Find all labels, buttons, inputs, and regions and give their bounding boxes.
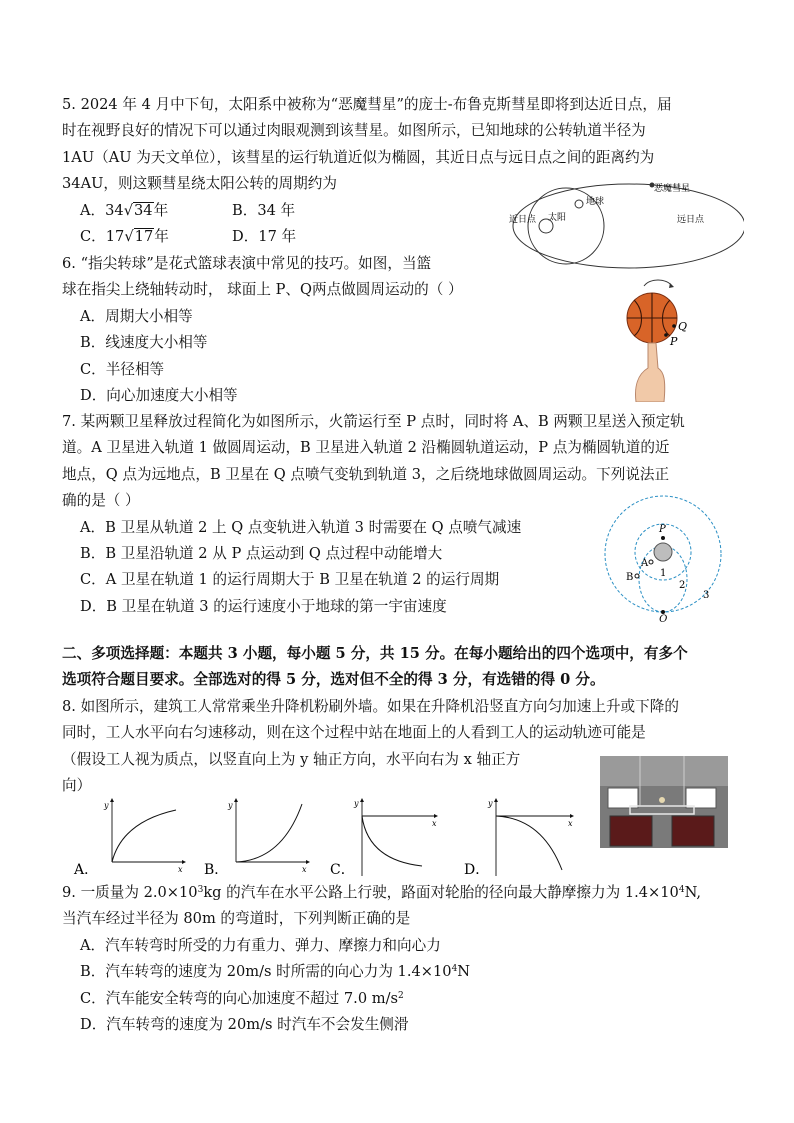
label-comet: 恶魔彗星 [654, 184, 691, 194]
y-arrow-icon [234, 798, 238, 802]
label-earth: 地球 [586, 197, 605, 207]
section-2-line-2: 选项符合题目要求。全部选对的得 5 分，选对但不全的得 3 分，有选错的得 0 分。 [62, 671, 605, 689]
q6-option-b[interactable]: B．线速度大小相等 [80, 334, 208, 352]
label-sun: 太阳 [548, 213, 567, 223]
q5-c-prefix: C．17 [80, 228, 125, 246]
q5-a-prefix: A．34 [80, 201, 124, 219]
q5-option-d[interactable]: D．17 年 [232, 228, 297, 246]
q7-option-c[interactable]: C．A 卫星在轨道 1 的运行周期大于 B 卫星在轨道 2 的运行周期 [80, 571, 500, 589]
q5-option-c[interactable] [80, 224, 232, 250]
q9-line-1-a: 9. 一质量为 2.0×10 [62, 884, 198, 901]
wall-top [600, 756, 728, 786]
section-2-header [62, 641, 742, 694]
graph-a-label: A． [74, 862, 99, 878]
window-icon [608, 788, 638, 808]
point-p [664, 333, 668, 337]
axis-y-label: y [488, 799, 493, 808]
x-arrow-icon [434, 814, 438, 818]
label-p: P [670, 335, 678, 348]
point-p [661, 536, 665, 540]
graph-b[interactable] [227, 798, 310, 874]
question-9 [62, 880, 752, 1038]
graph-b-label: B． [204, 862, 229, 878]
label-orbit-1: 1 [660, 568, 667, 579]
axis-x-label: x [432, 819, 437, 828]
earth-icon [575, 200, 583, 208]
window-icon [672, 816, 714, 846]
q9-option-b[interactable] [62, 959, 752, 985]
sqrt-sign: √34 [123, 201, 153, 219]
y-arrow-icon [360, 798, 364, 802]
satellite-b [635, 574, 639, 578]
label-orbit-2: 2 [679, 580, 686, 591]
q9-exp-1: 3 [197, 885, 204, 895]
q9-b-a: B．汽车转弯的速度为 20m/s 时所需的向心力为 1.4×10 [80, 963, 452, 981]
q8-line-1: 8. 如图所示，建筑工人常常乘坐升降机粉刷外墙。如果在升降机沿竖直方向匀加速上升或下降的 [62, 698, 679, 715]
label-a: A [641, 558, 649, 569]
q9-option-a[interactable]: A．汽车转弯时所受的力有重力、弹力、摩擦力和向心力 [80, 936, 441, 954]
label-q: Q [678, 320, 688, 333]
axis-x-label: x [568, 819, 573, 828]
q9-b-b: N [457, 963, 471, 981]
sqrt-sign: √17 [124, 228, 154, 246]
graph-d[interactable] [487, 798, 574, 876]
y-arrow-icon [494, 798, 498, 802]
rotation-arrow-icon [644, 280, 672, 286]
q9-line-2: 当汽车经过半径为 80m 的弯道时，下列判断正确的是 [62, 910, 411, 928]
q8-graphs [72, 796, 592, 880]
q6-option-c[interactable]: C．半径相等 [80, 360, 165, 378]
q5-option-a[interactable] [80, 198, 232, 224]
curve-a [112, 810, 176, 862]
window-icon [610, 816, 652, 846]
label-perihelion: 近日点 [509, 215, 537, 225]
q8-line-2: 同时，工人水平向右匀速移动，则在这个过程中站在地面上的人看到工人的运动轨迹可能是 [62, 724, 646, 742]
section-2-line-1: 二、多项选择题：本题共 3 小题，每小题 5 分，共 15 分。在每小题给出的四个选项中，有多个 [62, 645, 688, 662]
axis-x-label: x [178, 865, 183, 874]
q9-c-a: C．汽车能安全转弯的向心加速度不超过 7.0 m/s [80, 989, 398, 1007]
satellite-a [649, 560, 653, 564]
q9-option-d[interactable]: D．汽车转弯的速度为 20m/s 时汽车不会发生侧滑 [80, 1016, 409, 1034]
graph-c-label: C． [330, 862, 355, 878]
y-arrow-icon [110, 798, 114, 802]
q9-exp-2: 4 [678, 885, 685, 895]
point-q [672, 324, 676, 328]
window-icon [686, 788, 716, 808]
q6-line-1: 6. “指尖转球”是花式篮球表演中常见的技巧。如图，当篮 [62, 255, 432, 272]
x-arrow-icon [306, 860, 310, 864]
curve-b [236, 804, 302, 862]
label-p: P [659, 524, 666, 535]
q6-line-2: 球在指尖上绕轴转动时， 球面上 P、Q两点做圆周运动的（ ） [62, 281, 463, 299]
q9-line-1 [62, 880, 752, 906]
graph-a[interactable] [103, 798, 186, 874]
q7-option-b[interactable]: B．B 卫星沿轨道 2 从 P 点运动到 Q 点过程中动能增大 [80, 545, 443, 563]
q6-basketball-figure [614, 276, 714, 402]
q8-line-3: （假设工人视为质点，以竖直向上为 y 轴正方向，水平向右为 x 轴正方 [62, 750, 521, 768]
q9-c-exp: 2 [398, 990, 404, 1001]
finger-hand-icon [636, 343, 665, 402]
axis-y-label: y [354, 799, 359, 808]
q7-line-4: 确的是（ ） [62, 492, 140, 510]
q6-option-d[interactable]: D．向心加速度大小相等 [80, 387, 238, 405]
q7-line-1: 7. 某两颗卫星释放过程简化为如图所示，火箭运行至 P 点时，同时将 A、B 两颗卫星送入预定轨 [62, 413, 685, 430]
q8-building-photo [600, 756, 728, 848]
q7-option-d[interactable]: D．B 卫星在轨道 3 的运行速度小于地球的第一宇宙速度 [80, 597, 447, 615]
x-arrow-icon [570, 814, 574, 818]
q7-option-a[interactable]: A．B 卫星从轨道 2 上 Q 点变轨进入轨道 3 时需要在 Q 点喷气减速 [80, 518, 522, 536]
q6-option-a[interactable]: A．周期大小相等 [80, 307, 193, 325]
q5-line-2: 时在视野良好的情况下可以通过肉眼观测到该彗星。如图所示，已知地球的公转轨道半径为 [62, 122, 646, 140]
worker-icon [659, 797, 665, 803]
q9-stem [62, 880, 752, 933]
q5-line-3: 1AU（AU 为天文单位），该彗星的运行轨道近似为椭圆，其近日点与远日点之间的距离约为 [62, 148, 655, 166]
q8-line-4: 向） [62, 777, 92, 795]
earth-icon [654, 543, 672, 561]
graph-c[interactable] [353, 798, 438, 876]
label-b: B [626, 572, 634, 583]
curve-d [496, 816, 562, 870]
q7-line-3: 地点，Q 点为远地点，B 卫星在 Q 点喷气变轨到轨道 3，之后绕地球做圆周运动。下列说法正 [62, 465, 670, 483]
q5-option-b[interactable]: B．34 年 [232, 201, 296, 219]
q5-a-radicand: 34 [134, 201, 153, 219]
label-aphelion: 远日点 [677, 215, 705, 225]
q5-line-1: 5. 2024 年 4 月中下旬，太阳系中被称为“恶魔彗星”的庞士-布鲁克斯彗星即将到达近日点，届 [62, 96, 672, 113]
q5-line-4: 34AU，则这颗彗星绕太阳公转的周期约为 [62, 175, 337, 193]
label-orbit-3: 3 [703, 590, 710, 601]
curve-c [362, 816, 422, 866]
q9-line-1-c: N, [684, 884, 702, 901]
q9-b-exp: 4 [451, 964, 458, 975]
q9-line-1-b: kg 的汽车在水平公路上行驶，路面对轮胎的径向最大静摩擦力为 1.4×10 [203, 884, 679, 901]
label-q: Q [659, 614, 668, 622]
q7-orbits-figure [603, 494, 727, 622]
x-arrow-icon [182, 860, 186, 864]
axis-x-label: x [302, 865, 307, 874]
q5-c-radicand: 17 [134, 228, 154, 246]
q5-c-suffix: 年 [154, 228, 169, 246]
axis-y-label: y [228, 801, 233, 810]
q5-a-suffix: 年 [153, 201, 169, 219]
graph-d-label: D． [464, 862, 490, 878]
q9-option-c[interactable] [62, 986, 752, 1012]
axis-y-label: y [104, 801, 109, 810]
q7-line-2: 道。A 卫星进入轨道 1 做圆周运动，B 卫星进入轨道 2 沿椭圆轨道运动，P 点为椭圆轨道的近 [62, 439, 670, 457]
